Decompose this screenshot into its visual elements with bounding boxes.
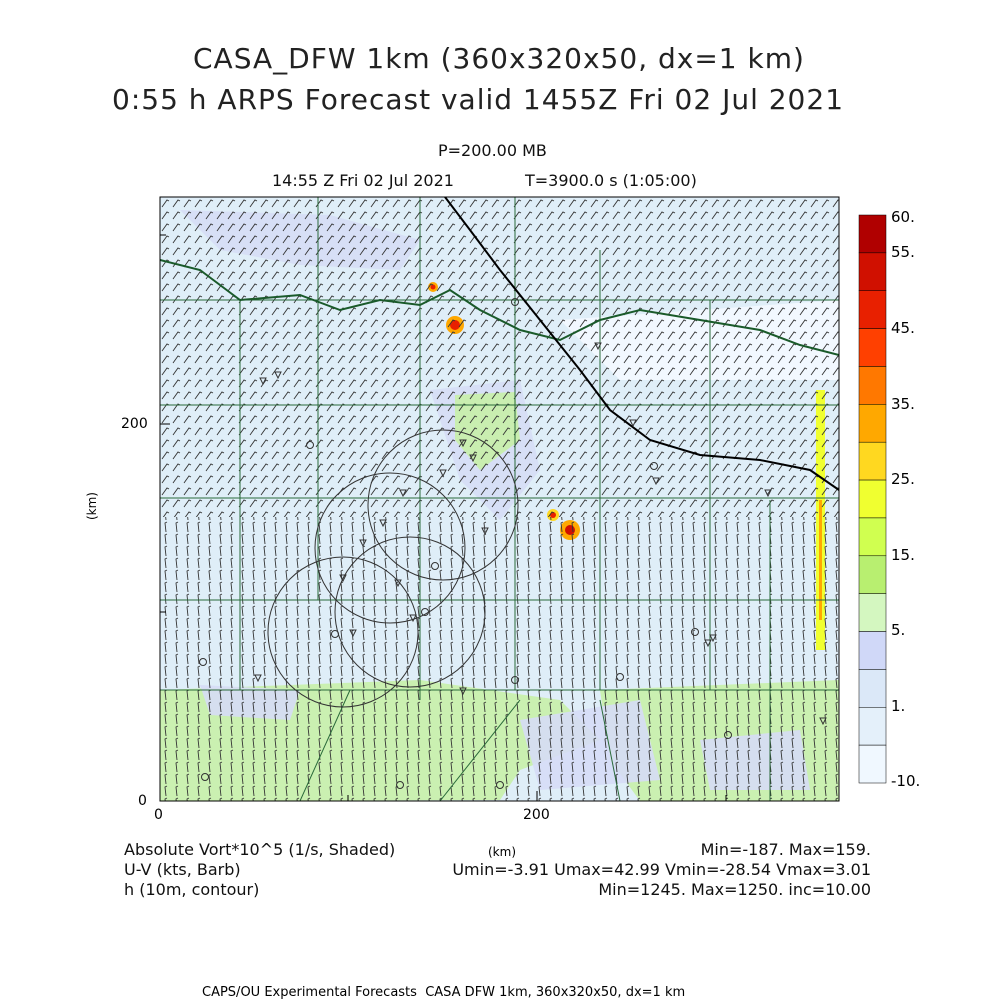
colorbar-swatch: [859, 480, 886, 518]
colorbar-label: 55.: [891, 243, 915, 261]
footer-stats-2: Umin=-3.91 Umax=42.99 Vmin=-28.54 Vmax=3.01: [452, 860, 871, 879]
footer-stats-1: Min=-187. Max=159.: [700, 840, 871, 859]
model-time-label: T=3900.0 s (1:05:00): [525, 171, 697, 190]
colorbar-swatch: [859, 556, 886, 594]
map-field: [160, 197, 839, 801]
title-line-2: 0:55 h ARPS Forecast valid 1455Z Fri 02 Jul 2021: [112, 83, 845, 116]
colorbar-label: 1.: [891, 697, 906, 715]
footer-field-1: Absolute Vort*10^5 (1/s, Shaded): [124, 840, 396, 859]
wind-barbs-south: [160, 517, 839, 801]
colorbar-label: 25.: [891, 470, 915, 488]
colorbar-swatch: [859, 442, 886, 480]
wind-barbs-north: [160, 197, 839, 517]
colorbar-swatch: [859, 329, 886, 367]
colorbar-swatch: [859, 594, 886, 632]
valid-time-label: 14:55 Z Fri 02 Jul 2021: [272, 171, 454, 190]
colorbar-label: 5.: [891, 621, 906, 639]
y-tick-0: 0: [138, 793, 147, 809]
colorbar-swatch: [859, 366, 886, 404]
title-line-1: CASA_DFW 1km (360x320x50, dx=1 km): [193, 42, 805, 75]
colorbar-swatch: [859, 632, 886, 670]
footer-field-2: U-V (kts, Barb): [124, 860, 241, 879]
x-axis-unit: (km): [488, 845, 517, 859]
colorbar-swatch: [859, 291, 886, 329]
colorbar-swatch: [859, 745, 886, 783]
colorbar-swatch: [859, 518, 886, 556]
footer-stats-3: Min=1245. Max=1250. inc=10.00: [598, 880, 871, 899]
colorbar-swatch: [859, 404, 886, 442]
x-tick-0: 0: [154, 807, 163, 823]
y-tick-200: 200: [121, 416, 148, 432]
x-tick-200: 200: [523, 807, 550, 823]
colorbar-swatch: [859, 707, 886, 745]
colorbar-label: 45.: [891, 319, 915, 337]
colorbar-swatch: [859, 215, 886, 253]
y-axis-unit: (km): [85, 491, 100, 521]
colorbar-label: 15.: [891, 546, 915, 564]
colorbar-swatch: [859, 669, 886, 707]
colorbar: [859, 215, 886, 783]
colorbar-swatch: [859, 253, 886, 291]
credit-line: CAPS/OU Experimental Forecasts CASA DFW 1km, 360x320x50, dx=1 km: [202, 985, 686, 1000]
colorbar-label: 60.: [891, 208, 915, 226]
footer-field-3: h (10m, contour): [124, 880, 260, 899]
pressure-level-label: P=200.00 MB: [438, 141, 547, 160]
colorbar-label: 35.: [891, 395, 915, 413]
colorbar-label: -10.: [891, 772, 921, 790]
